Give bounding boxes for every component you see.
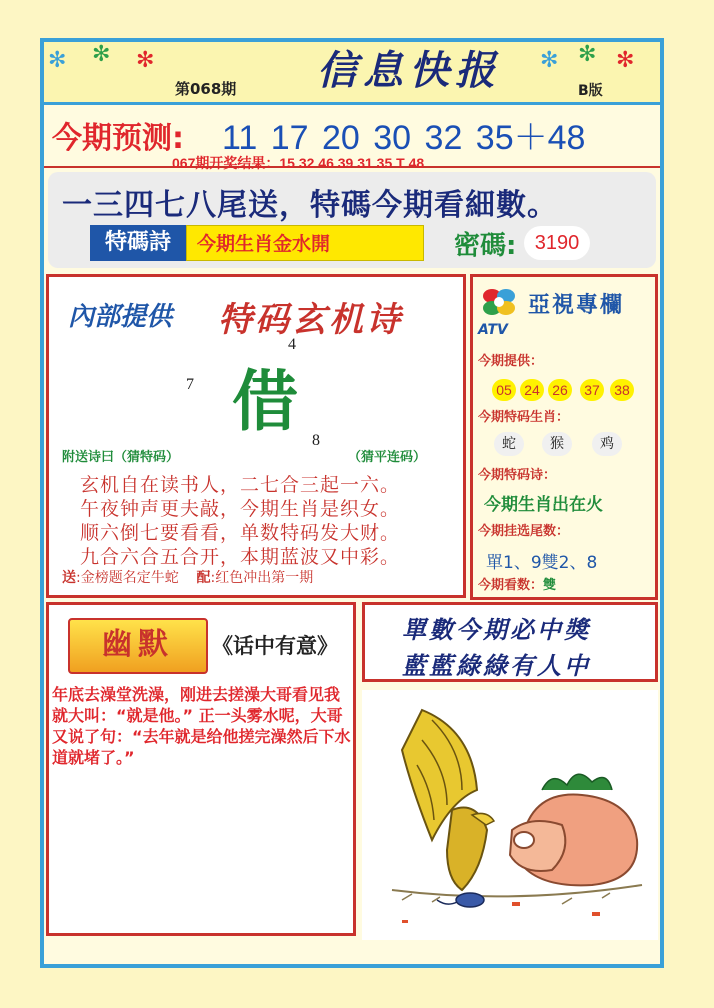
special-poem-label: 特碼詩 — [90, 225, 186, 261]
last-result: 067期开奖结果：15 32 46 39 31 35 T 48 — [172, 155, 425, 171]
special-poem-text: 今期生肖金水開 — [186, 225, 424, 261]
atv-label-watch: 今期看数： — [478, 578, 544, 593]
slogan-line: 單數今期必中獎 — [402, 616, 591, 644]
digit-top: 4 — [288, 336, 296, 353]
panel-title-poem: 特码玄机诗 — [218, 300, 403, 340]
atv-logo-icon — [478, 284, 520, 320]
code-label: 密碼: — [454, 231, 517, 261]
page-title: 信息快报 — [317, 47, 501, 94]
atv-watch-value: 雙 — [543, 578, 557, 593]
code-value: 3190 — [524, 226, 590, 260]
poem-line: 午夜钟声更夫敲，今期生肖是织女。 — [80, 498, 401, 520]
number-ball: 37 — [580, 379, 604, 401]
flower-icon: ✻ — [136, 48, 155, 73]
number-ball: 24 — [520, 379, 544, 401]
send-line — [62, 567, 313, 587]
prediction-label: 今期预测: — [52, 121, 184, 156]
zodiac-badge: 鸡 — [592, 432, 622, 456]
flower-icon: ✻ — [616, 48, 635, 73]
atv-label-provide: 今期提供： — [478, 354, 544, 369]
atv-tail: 單1、9雙2、8 — [486, 553, 598, 573]
number-ball: 05 — [492, 379, 516, 401]
tail-tip: 一三四七八尾送，特碼今期看細數。 — [62, 188, 558, 223]
poem-note-left: 附送诗曰（猜特码） — [62, 450, 180, 465]
flower-icon: ✻ — [92, 42, 111, 67]
atv-label-tail: 今期挂选尾数： — [478, 524, 570, 539]
humor-title: 《话中有意》 — [212, 634, 338, 658]
match-text: :红色冲出第一期 — [210, 570, 314, 586]
zodiac-badge: 猴 — [542, 432, 572, 456]
digit-left: 7 — [186, 376, 194, 393]
send-text: :金榜题名定牛蛇 — [76, 570, 179, 586]
panel-title-internal: 內部提供 — [68, 302, 173, 332]
prediction-numbers: 11 17 20 30 32 35＋48 — [222, 119, 586, 157]
eagle-illustration — [362, 690, 658, 940]
humor-text: 年底去澡堂洗澡，刚进去搓澡大哥看见我就大叫：“就是他。” 正一头雾水呢，大哥又说了句：“去年就是给他搓完澡然后下水道就堵了。” — [52, 685, 351, 767]
poem-note-right: （猜平连码） — [348, 450, 427, 465]
poem-line: 九合六合五合开，本期蓝波又中彩。 — [80, 546, 401, 568]
atv-sub: ATV — [478, 322, 508, 338]
flower-icon: ✻ — [578, 42, 597, 67]
send-label: 送 — [62, 570, 76, 586]
issue-number: 第068期 — [175, 80, 237, 98]
poem-line: 玄机自在读书人，二七合三起一六。 — [80, 474, 401, 496]
digit-bottom: 8 — [312, 432, 320, 449]
humor-badge: 幽默 — [68, 618, 208, 674]
flower-icon: ✻ — [540, 48, 559, 73]
edition-label: B版 — [578, 83, 603, 99]
divider — [44, 102, 660, 105]
slogan-line: 藍藍綠綠有人中 — [402, 652, 591, 680]
number-ball: 38 — [610, 379, 634, 401]
poem-line: 顺六倒七要看看，单数特码发大财。 — [80, 522, 401, 544]
atv-label-poem: 今期特码诗： — [478, 468, 557, 483]
number-ball: 26 — [548, 379, 572, 401]
zodiac-badge: 蛇 — [494, 432, 524, 456]
atv-poem: 今期生肖出在火 — [484, 495, 603, 515]
clue-character: 借 — [232, 362, 298, 440]
atv-watch — [478, 574, 556, 593]
match-label: 配 — [196, 570, 211, 586]
atv-title: 亞視專欄 — [528, 293, 625, 318]
flower-icon: ✻ — [48, 48, 67, 73]
atv-label-zodiac: 今期特码生肖： — [478, 410, 570, 425]
